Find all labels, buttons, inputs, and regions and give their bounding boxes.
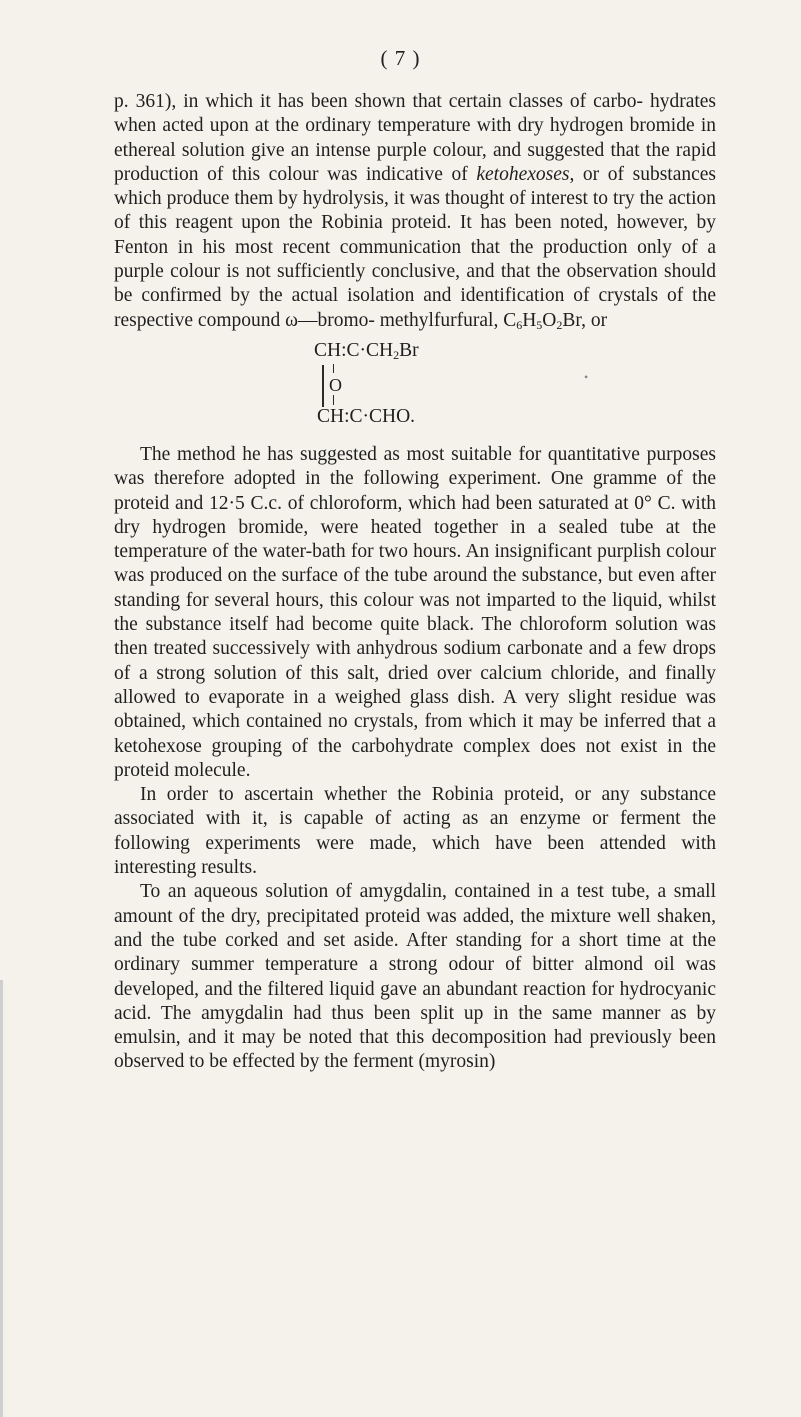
- structural-formula: [114, 333, 716, 443]
- formula-top-b: Br: [399, 339, 419, 361]
- p1-line-6: by hydrolysis, it was thought of interest to try the action of this: [114, 188, 717, 234]
- p1-line-2: hydrates when acted upon at the ordinary temperature with dry: [114, 91, 717, 137]
- paragraph-3: In order to ascertain whether the Robinia proteid, or any substance associated with it, is capable of acting as an enzyme or ferment the following experiments were made, which have been attended with interesting results.: [114, 784, 716, 879]
- formula-bottom-line: CH:C·CHO.: [317, 405, 416, 427]
- p1-line-8: by Fenton in his most recent communication that the production: [114, 212, 717, 258]
- page-number: ( 7 ): [380, 46, 421, 70]
- formula-top-bond: [333, 364, 334, 373]
- p1-line-12d: Br, or: [562, 309, 608, 331]
- p1-line-5b: , or of substances which produce them: [114, 163, 717, 210]
- p1-line-12c: O: [542, 309, 557, 331]
- subscript-6: 6: [516, 317, 523, 332]
- subscript-5: 5: [536, 317, 543, 332]
- p1-line-10: observation should be confirmed by the actual isolation and: [114, 261, 717, 307]
- paragraph-2: The method he has suggested as most suitable for quantitative purposes was therefore adopted in the following experiment. One gramme of the proteid and 12·5 C.c. of chloroform, which had been saturated at 0° C. with dry hydrogen bromide, were heated together in a sealed tube at the temperature of the water-bath for two hours. An insignificant purplish colour was produced on the surface of the tube around the substance, but even after standing for several hours, this colour was not imparted to the liquid, whilst the substance itself had become quite black. The chloroform solution was then treated successively with anhydrous sodium carbonate and a few drops of a strong solution of this salt, dried over calcium chloride, and finally allowed to evaporate in a weighed glass dish. A very slight residue was obtained, which contained no crystals, from which it may be inferred that a ketohexose grouping of the carbohydrate complex does not exist in the proteid molecule.: [114, 443, 716, 781]
- formula-top-line: [314, 339, 419, 363]
- p1-line-3: hydrogen bromide in ethereal solution give an intense purple: [114, 115, 716, 161]
- formula-bottom-bond: [333, 395, 334, 405]
- formula-oxygen: O: [329, 374, 342, 395]
- formula-top-sub: 2: [393, 347, 400, 362]
- p1-line-1: p. 361), in which it has been shown that certain classes of carbo-: [114, 91, 643, 112]
- ketohexoses-term: ketohexoses: [476, 163, 570, 185]
- subscript-2: 2: [556, 317, 563, 332]
- p1-line-7: reagent upon the Robinia proteid. It has been noted, however,: [175, 212, 689, 234]
- page-edge: [0, 980, 3, 1417]
- paragraph-1: [114, 90, 716, 333]
- paragraph-4: To an aqueous solution of amygdalin, contained in a test tube, a small amount of the dry, precipitated proteid was added, the mixture well shaken, and the tube corked and set aside. After standing for a short time at the ordinary summer temperature a strong odour of bitter almond oil was developed, and the filtered liquid gave an abundant reaction for hydrocyanic acid. The amygdalin had thus been split up in the same manner as by emulsin, and it may be noted that this decomposition had previously been observed to be effected by the ferment (myrosin): [114, 881, 716, 1073]
- p1-line-12a: methylfurfural, C: [379, 309, 517, 331]
- p1-line-11: identification of crystals of the respective compound ω—bromo-: [114, 285, 717, 331]
- p1-line-4: colour, and suggested that the rapid production of this colour was: [114, 139, 716, 185]
- p1-line-5a: indicative of: [366, 163, 477, 185]
- p1-line-9: only of a purple colour is not sufficiently conclusive, and that the: [114, 236, 716, 283]
- body-text: [114, 90, 716, 1075]
- formula-top-a: CH:C·CH: [314, 339, 394, 361]
- p1-line-12b: H: [522, 309, 537, 331]
- formula-left-bond: [322, 365, 324, 407]
- stray-mark: •: [584, 369, 589, 384]
